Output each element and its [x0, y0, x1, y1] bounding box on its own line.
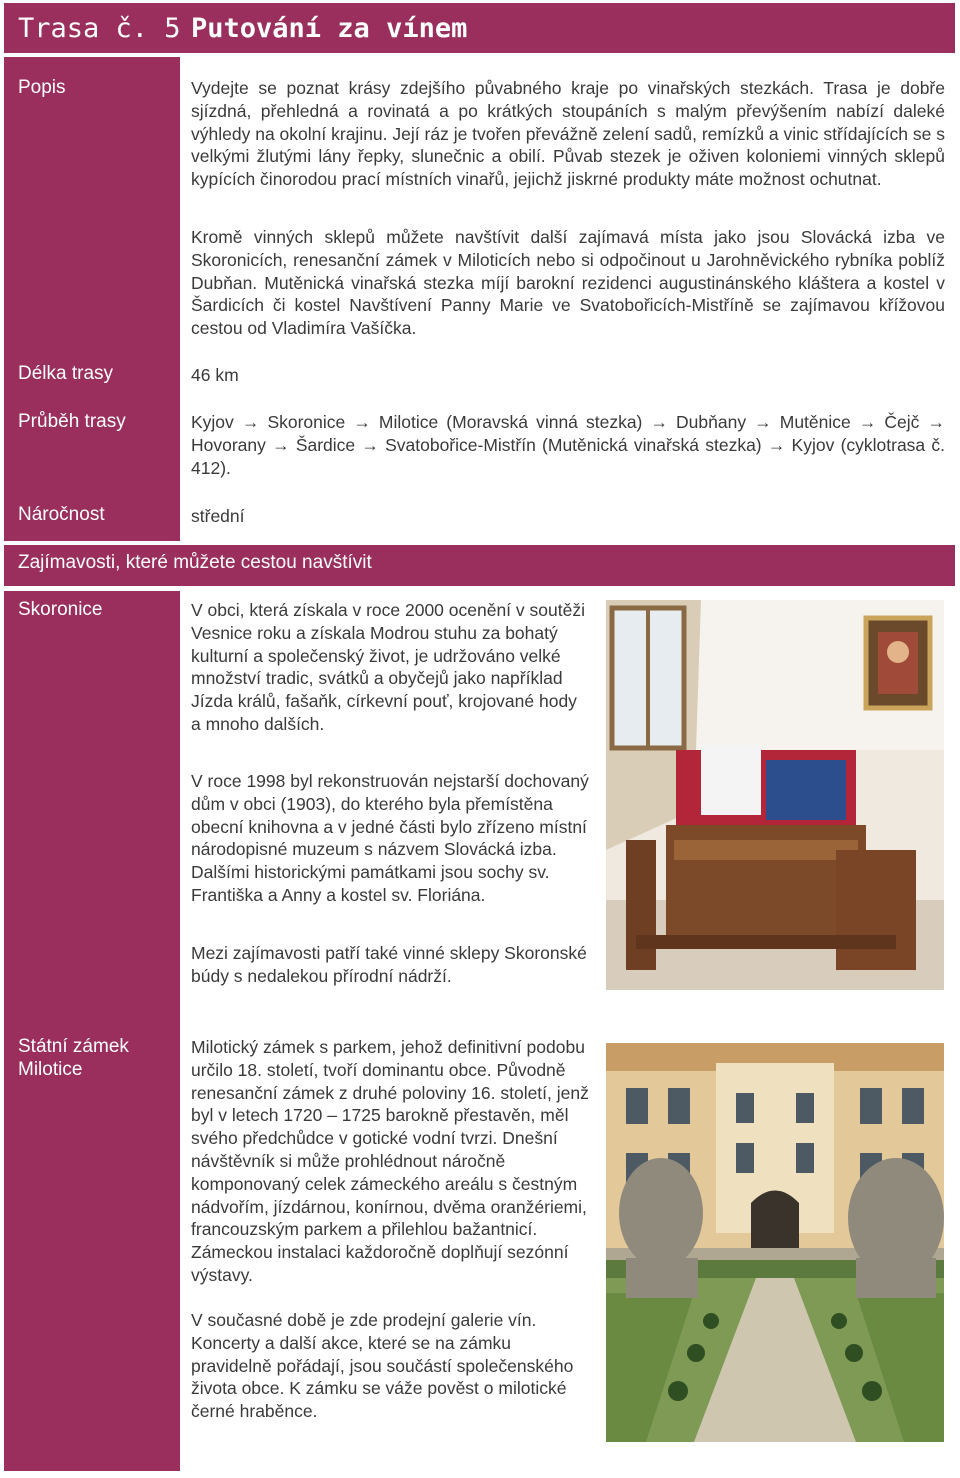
attractions-label-column [4, 591, 180, 1471]
prubeh-value: Kyjov → Skoronice → Milotice (Moravská vinná stezka) → Dubňany → Mutěnice → Čejč → Hovorany → Šardice → Svatobořice-Mistřín (Mutěnická vinařská stezka) → Kyjov (cyklotrasa č. 412). [191, 412, 945, 478]
route-title: Putování za vínem [191, 13, 468, 44]
milotice-paragraph-1: Milotický zámek s parkem, jehož definitivní podobu určilo 18. století, tvoří dominantu obce. Původně renesanční zámek z druhé poloviny 16. století, jenž byl v letech 1720 – 1725 barokně přestavěn, měl svého předchůdce v gotické vodní tvrzi. Dnešní návštěvník si může prohlédnout náročně komponovaný celek zámeckého areálu s čestným nádvořím, jízdárnou, konírnou, dvěma oranžériemi, francouzským parkem a přilehlou bažantnicí. Zámeckou instalaci každoročně doplňují sezónní výstavy. [191, 1037, 589, 1285]
milotice-chateau-photo [606, 1043, 944, 1442]
skoronice-label: Skoronice [18, 599, 103, 620]
section-title: Zajímavosti, které můžete cestou navštívit [18, 552, 372, 573]
info-label-column [4, 57, 180, 541]
prubeh-label: Průběh trasy [18, 411, 126, 432]
skoronice-paragraph-1: V obci, která získala v roce 2000 ocenění v soutěži Vesnice roku a získala Modrou stuhu za bohatý kulturní a společenský život, je udržováno velké množství tradic, svátků a obyčejů jako například Jízda králů, fašaňk, církevní pouť, krojované hody a mnoho dalších. [191, 600, 585, 734]
slovacka-izba-photo [606, 600, 944, 990]
route-number: Trasa č. 5 [18, 13, 181, 44]
popis-paragraph-2: Kromě vinných sklepů můžete navštívit další zajímavá místa jako jsou Slovácká izba ve Skoronicích, renesanční zámek v Miloticích nebo si odpočinout u Jarohněvického rybníka poblíž Dubňan. Mutěnická vinařská stezka míjí barokní rezidenci augustinánského kláštera a kostel v Šardicích či kostel Navštívení Panny Marie ve Svatobořicích-Mistříně se zajímavou křížovou cestou od Vladimíra Vašíčka. [191, 227, 945, 339]
narocnost-value: střední [191, 506, 245, 526]
narocnost-label: Náročnost [18, 504, 105, 525]
milotice-paragraph-2: V současné době je zde prodejní galerie vín. Koncerty a další akce, které se na zámku pravidelně pořádají, jsou součástí společenského života obce. K zámku se váže pověst o milotické černé hraběnce. [191, 1310, 574, 1422]
delka-label: Délka trasy [18, 363, 114, 384]
milotice-label: Státní zámek Milotice [18, 1036, 129, 1080]
skoronice-paragraph-3: Mezi zajímavosti patří také vinné sklepy Skoronské búdy s nedalekou přírodní nádrží. [191, 943, 587, 986]
delka-value: 46 km [191, 365, 239, 385]
popis-label: Popis [18, 77, 66, 98]
popis-paragraph-1: Vydejte se poznat krásy zdejšího půvabného kraje po vinařských stezkách. Trasa je dobře sjízdná, přehledná a rovinatá a po krátkých stoupáních s malým převýšením nabízí daleké výhledy na okolní krajinu. Její ráz je tvořen převážně zelení sadů, remízků a vinic střídajících se s velkými žlutými lány řepky, slunečnic a obilí. Půvab stezek je oživen koloniemi vinných sklepů kypících činorodou prací místních vinařů, jejichž jiskrné produkty máte možnost ochutnat. [191, 78, 945, 190]
skoronice-paragraph-2: V roce 1998 byl rekonstruován nejstarší dochovaný dům v obci (1903), do kterého byla přemístěna obecní knihovna a v jedné části bylo zřízeno místní národopisné muzeum s názvem Slovácká izba. Dalšími historickými památkami jsou sochy sv. Františka a Anny a kostel sv. Floriána. [191, 771, 589, 905]
